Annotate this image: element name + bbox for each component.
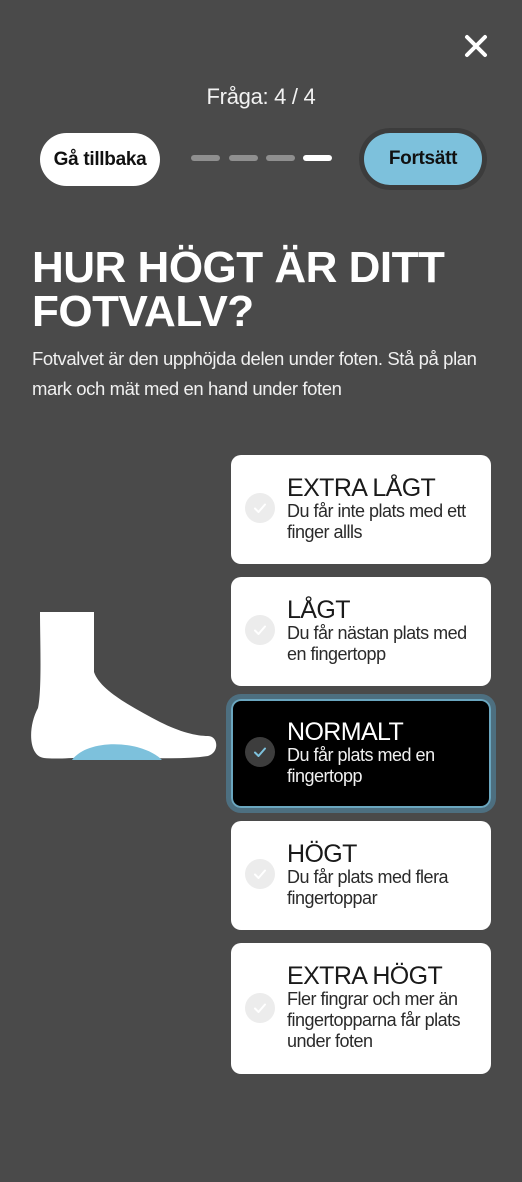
option-title: NORMALT [287, 718, 404, 746]
option-check [245, 615, 275, 645]
option-extra-hogt[interactable] [231, 943, 491, 1074]
check-icon [252, 1000, 268, 1016]
option-title: HÖGT [287, 840, 357, 868]
option-description: Du får plats med flera fingertoppar [287, 867, 449, 908]
question-counter: Fråga: 4 / 4 [206, 84, 316, 109]
check-icon [252, 744, 268, 760]
option-description: Fler fingrar och mer än fingertopparna får plats under foten [287, 989, 461, 1051]
option-description: Du får plats med en fingertopp [287, 745, 435, 786]
option-check [245, 737, 275, 767]
back-button[interactable]: Gå tillbaka [40, 133, 160, 186]
check-icon [252, 622, 268, 638]
continue-button[interactable] [359, 128, 487, 190]
progress-indicator [191, 155, 333, 163]
option-title: EXTRA LÅGT [287, 474, 436, 502]
option-description: Du får inte plats med ett finger allls [287, 501, 466, 542]
option-title: EXTRA HÖGT [287, 962, 443, 990]
option-check [245, 993, 275, 1023]
option-check [245, 859, 275, 889]
foot-arch-illustration [30, 610, 220, 770]
question-title: HUR HÖGT ÄR DITT FOTVALV? [32, 243, 445, 336]
option-extra-lagt[interactable] [231, 455, 491, 564]
check-icon [252, 500, 268, 516]
progress-step-4 [303, 155, 332, 161]
progress-step-3 [266, 155, 295, 161]
option-normalt[interactable] [231, 699, 491, 808]
close-icon [458, 28, 494, 64]
option-check [245, 493, 275, 523]
option-hogt[interactable] [231, 821, 491, 930]
progress-step-1 [191, 155, 220, 161]
option-description: Du får nästan plats med en fingertopp [287, 623, 467, 664]
option-lagt[interactable] [231, 577, 491, 686]
close-button[interactable] [458, 28, 494, 64]
option-title: LÅGT [287, 596, 350, 624]
progress-step-2 [229, 155, 258, 161]
continue-button-label: Fortsätt [364, 133, 482, 185]
question-description: Fotvalvet är den upphöjda delen under foten. Stå på plan mark och mät med en hand under foten [32, 348, 477, 399]
check-icon [252, 866, 268, 882]
